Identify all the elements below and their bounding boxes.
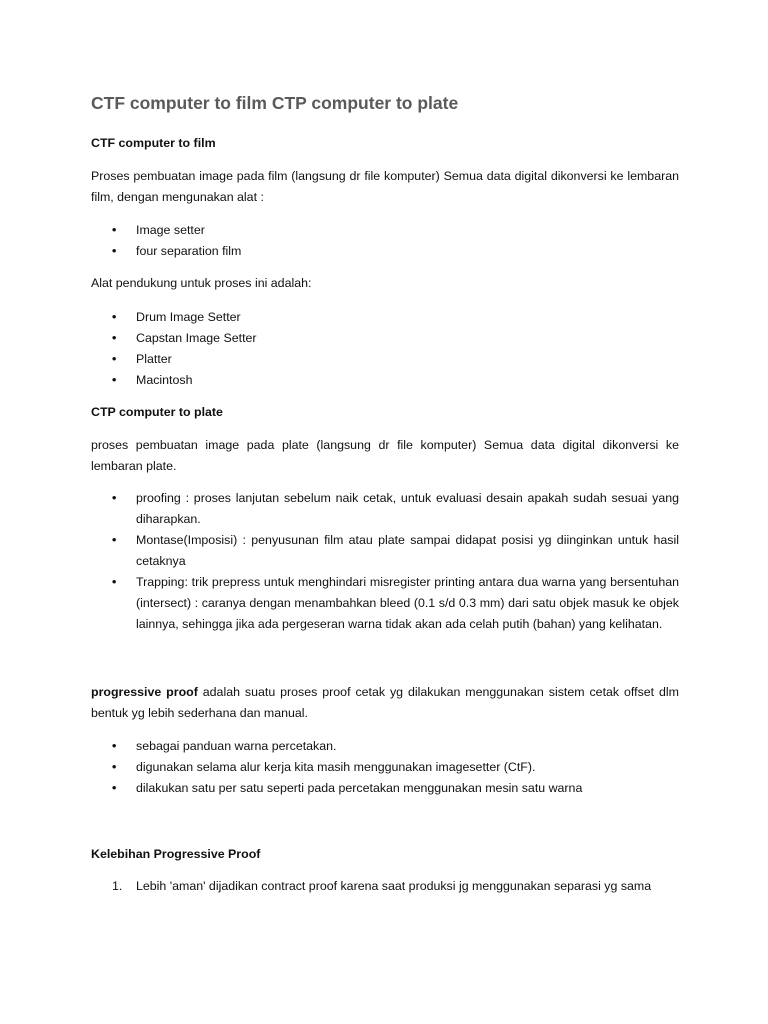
ctp-heading: CTP computer to plate: [91, 405, 223, 419]
list-item: • Image setter: [91, 220, 679, 241]
kelebihan-heading: Kelebihan Progressive Proof: [91, 847, 261, 861]
kelebihan-list: [91, 876, 679, 897]
list-item: • Montase(Imposisi) : penyusunan film atau plate sampai didapat posisi yg diinginkan untuk hasil cetaknya: [91, 530, 679, 572]
list-item: • four separation film: [91, 241, 679, 262]
progressive-term: progressive proof: [91, 685, 198, 699]
term: Montase(Imposisi): [136, 533, 238, 547]
term-description: penyusunan film atau plate sampai didapat posisi yg diinginkan untuk hasil cetaknya: [136, 533, 679, 568]
page-title: CTF computer to film CTP computer to plate: [91, 93, 459, 113]
progressive-paragraph: [91, 682, 679, 724]
list-item: • Macintosh: [91, 370, 679, 391]
ctf-support-list: [91, 307, 679, 391]
ctf-support-intro: Alat pendukung untuk proses ini adalah:: [91, 276, 312, 290]
ctf-tools-list: [91, 220, 679, 262]
term: Trapping: [136, 575, 185, 589]
list-item-text: Lebih 'aman' dijadikan contract proof karena saat produksi jg menggunakan separasi yg sama: [136, 879, 652, 893]
progressive-description: adalah suatu proses proof cetak yg dilakukan menggunakan sistem cetak offset dlm bentuk yg lebih sederhana dan manual.: [91, 685, 679, 720]
progressive-points-list: [91, 736, 679, 799]
list-number: 1.: [112, 879, 123, 893]
list-item: • Capstan Image Setter: [91, 328, 679, 349]
ctf-paragraph: Proses pembuatan image pada film (langsung dr file komputer) Semua data digital dikonversi ke lembaran film, dengan mengunakan alat :: [91, 169, 679, 204]
list-item: • proofing : proses lanjutan sebelum naik cetak, untuk evaluasi desain apakah sudah sesuai yang diharapkan.: [91, 488, 679, 530]
term: proofing: [136, 491, 181, 505]
list-item: • Platter: [91, 349, 679, 370]
list-item: • Drum Image Setter: [91, 307, 679, 328]
ctf-heading: CTF computer to film: [91, 136, 216, 150]
list-item: • Trapping: trik prepress untuk menghindari misregister printing antara dua warna yang bersentuhan (intersect) : caranya dengan menambahkan bleed (0.1 s/d 0.3 mm) dari satu objek masuk ke objek lainnya, sehingga jika ada pergeseran warna tidak akan ada celah putih (bahan) yang kelihatan.: [91, 572, 679, 635]
term-description: proses lanjutan sebelum naik cetak, untuk evaluasi desain apakah sudah sesuai yang diharapkan.: [136, 491, 680, 526]
list-item: • sebagai panduan warna percetakan.: [91, 736, 679, 757]
term-description: trik prepress untuk menghindari misregister printing antara dua warna yang bersentuhan (intersect) : caranya dengan menambahkan bleed (0.1 s/d 0.3 mm) dari satu objek masuk ke objek lainnya, sehingga jika ada pergeseran warna tidak akan ada celah putih (bahan) yang kelihatan.: [136, 575, 679, 631]
list-item: [91, 876, 679, 897]
ctp-paragraph: proses pembuatan image pada plate (langsung dr file komputer) Semua data digital dikonversi ke lembaran plate.: [91, 438, 679, 473]
ctp-terms-list: [91, 488, 679, 635]
list-item: • digunakan selama alur kerja kita masih menggunakan imagesetter (CtF).: [91, 757, 679, 778]
list-item: • dilakukan satu per satu seperti pada percetakan menggunakan mesin satu warna: [91, 778, 679, 799]
